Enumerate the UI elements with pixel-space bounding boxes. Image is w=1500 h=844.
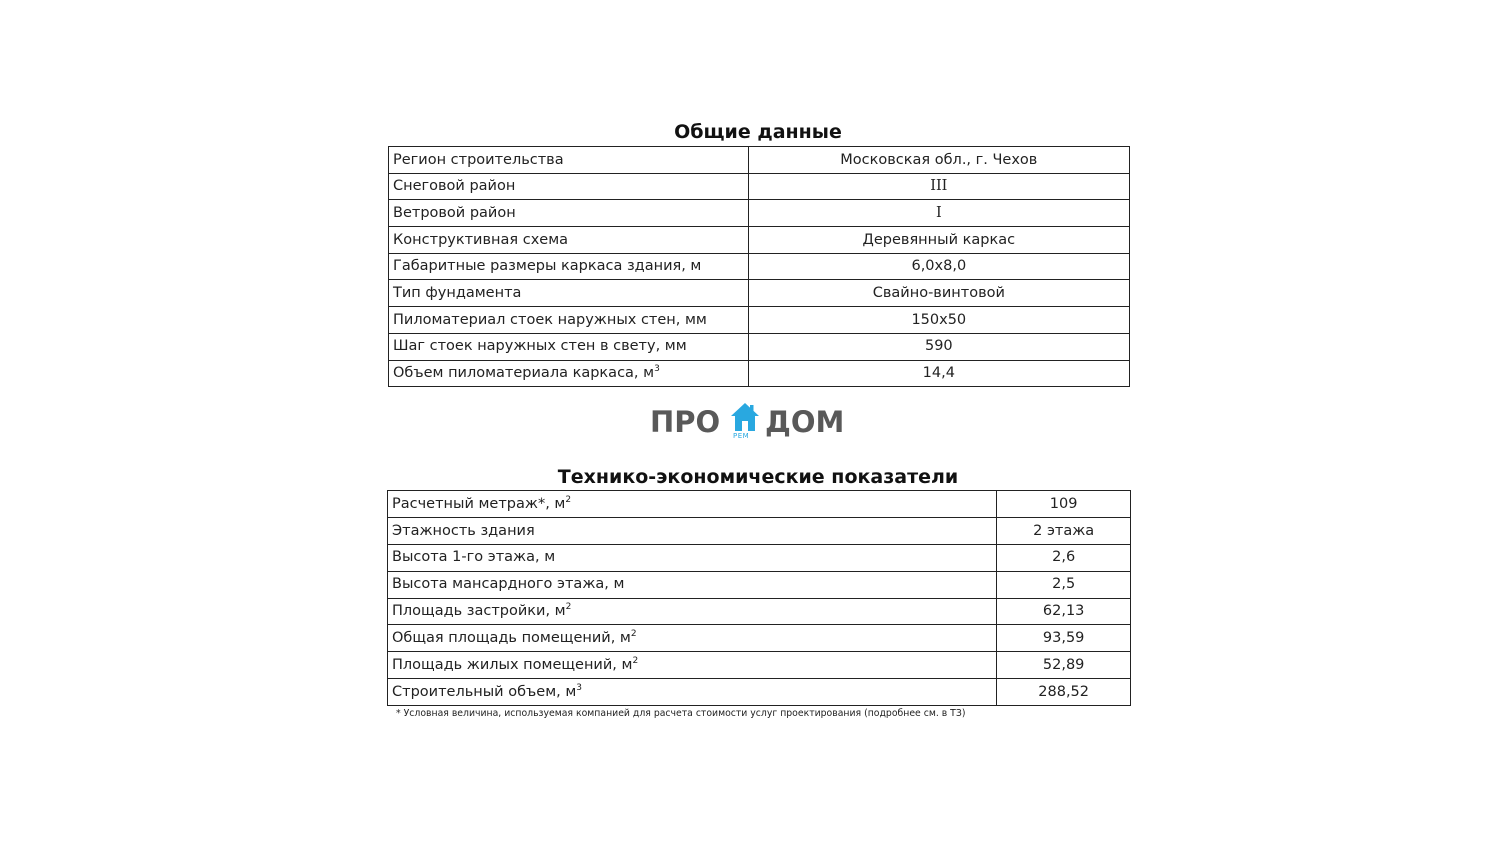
row-value: 62,13 [997, 598, 1131, 625]
table-row [389, 360, 1130, 387]
table-row [389, 147, 1130, 174]
row-label-cell [388, 491, 997, 518]
unit-exponent: 2 [630, 629, 637, 640]
house-icon [730, 402, 760, 432]
row-label: Высота 1-го этажа, м [388, 544, 997, 571]
table-row [389, 227, 1130, 254]
row-value: 93,59 [997, 625, 1131, 652]
table-row [389, 173, 1130, 200]
row-label: Тип фундамента [389, 280, 749, 307]
general-data-title: Общие данные [674, 121, 842, 143]
table-row [389, 333, 1130, 360]
table-row [388, 652, 1131, 679]
table-row [389, 253, 1130, 280]
table-row [388, 544, 1131, 571]
row-value: 2,5 [997, 571, 1131, 598]
row-value: I [748, 200, 1129, 227]
unit-exponent: 3 [576, 682, 583, 693]
row-label-cell [388, 652, 997, 679]
unit-exponent: 2 [565, 602, 572, 613]
row-value: 2,6 [997, 544, 1131, 571]
row-value: Свайно-винтовой [748, 280, 1129, 307]
footnote: * Условная величина, используемая компанией для расчета стоимости услуг проектирования (подробнее см. в ТЗ) [396, 708, 966, 719]
table-row [388, 571, 1131, 598]
row-value: 109 [997, 491, 1131, 518]
tech-indicators-title: Технико-экономические показатели [557, 466, 959, 488]
company-logo [650, 402, 850, 444]
row-value: 14,4 [748, 360, 1129, 387]
logo-text-left: ПРО [650, 405, 721, 439]
row-label-cell [388, 679, 997, 706]
row-label: Этажность здания [388, 517, 997, 544]
logo-subtext: РЕМ [733, 432, 750, 440]
table-row [388, 598, 1131, 625]
row-value: 52,89 [997, 652, 1131, 679]
unit-exponent: 3 [654, 364, 660, 375]
table-row [388, 679, 1131, 706]
row-label: Площадь застройки, м [392, 603, 566, 620]
row-value: 288,52 [997, 679, 1131, 706]
row-value: 6,0х8,0 [748, 253, 1129, 280]
table-row [388, 625, 1131, 652]
row-label-cell [388, 625, 997, 652]
table-row [389, 200, 1130, 227]
row-label: Габаритные размеры каркаса здания, м [389, 253, 749, 280]
row-label: Конструктивная схема [389, 227, 749, 254]
row-value: III [748, 173, 1129, 200]
logo-text-right: ДОМ [765, 405, 845, 439]
unit-exponent: 2 [632, 656, 639, 667]
row-label: Площадь жилых помещений, м [392, 657, 633, 674]
row-label: Пиломатериал стоек наружных стен, мм [389, 307, 749, 334]
row-label: Общая площадь помещений, м [392, 630, 631, 647]
row-value: 590 [748, 333, 1129, 360]
row-value: 150х50 [748, 307, 1129, 334]
row-label-cell [389, 360, 749, 387]
table-row [388, 491, 1131, 518]
table-row [389, 280, 1130, 307]
row-label: Регион строительства [389, 147, 749, 174]
row-label: Снеговой район [389, 173, 749, 200]
row-label: Шаг стоек наружных стен в свету, мм [389, 333, 749, 360]
row-label: Ветровой район [389, 200, 749, 227]
row-value: 2 этажа [997, 517, 1131, 544]
general-data-table [388, 146, 1130, 387]
row-label: Объем пиломатериала каркаса, м [393, 365, 655, 382]
row-label-cell [388, 598, 997, 625]
row-label: Расчетный метраж*, м [392, 495, 566, 512]
row-value: Московская обл., г. Чехов [748, 147, 1129, 174]
row-label: Строительный объем, м [392, 683, 577, 700]
unit-exponent: 2 [565, 494, 572, 505]
row-label: Высота мансардного этажа, м [388, 571, 997, 598]
table-row [389, 307, 1130, 334]
tech-indicators-table [387, 490, 1131, 706]
table-row [388, 517, 1131, 544]
row-value: Деревянный каркас [748, 227, 1129, 254]
